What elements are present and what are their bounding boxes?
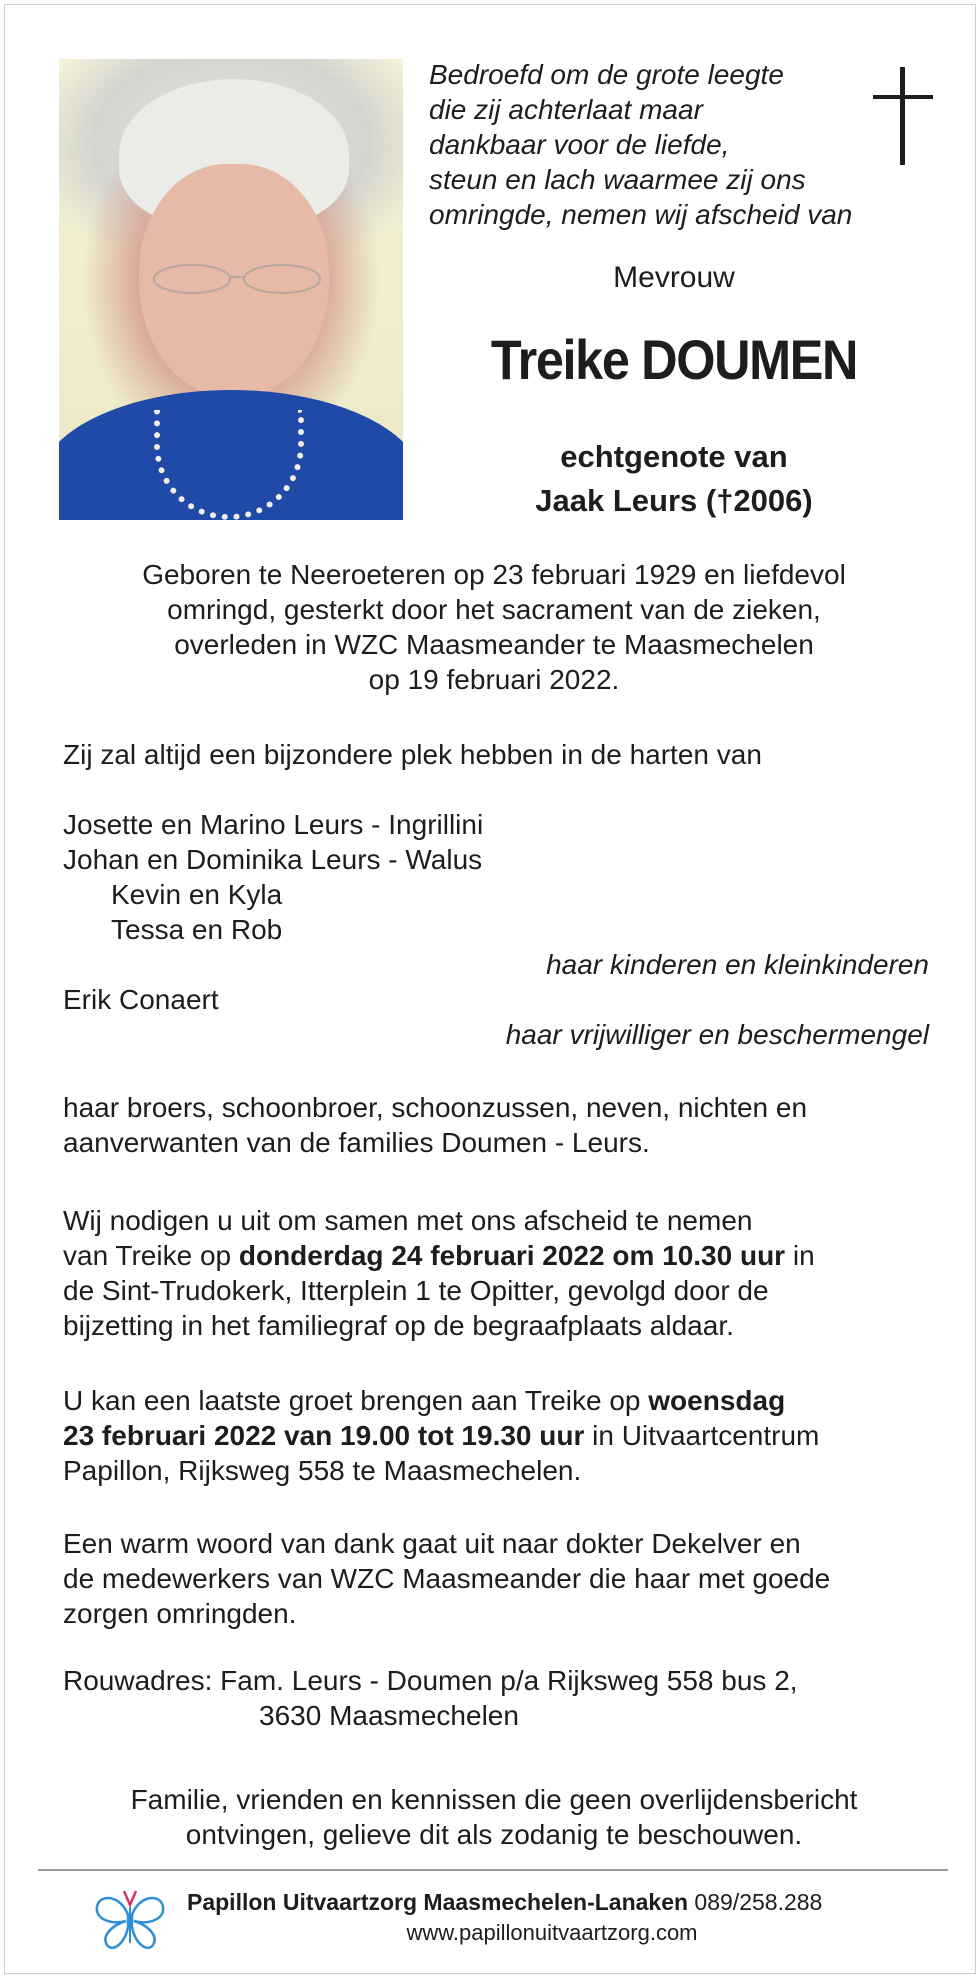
text-span: in Uitvaartcentrum — [584, 1420, 820, 1451]
relatives-text — [63, 1090, 807, 1160]
hearts-intro: Zij zal altijd een bijzondere plek hebben in de harten van — [63, 739, 762, 770]
spouse-name: Jaak Leurs (†2006) — [535, 483, 813, 518]
obituary-card — [4, 4, 976, 1974]
child-entry: Johan en Dominika Leurs - Walus — [63, 844, 483, 875]
text-line: ontvingen, gelieve dit als zodanig te beschouwen. — [185, 1819, 803, 1850]
text-line: Geboren te Neeroeteren op 23 februari 1929 en liefdevol — [142, 559, 846, 590]
text-span: in — [785, 1240, 815, 1271]
text-line: Familie, vrienden en kennissen die geen overlijdensbericht — [130, 1784, 858, 1815]
poem-line: steun en lach waarmee zij ons — [429, 164, 806, 195]
footer-divider — [38, 1869, 948, 1871]
poem-line: die zij achterlaat maar — [429, 94, 703, 125]
mourning-address — [63, 1663, 798, 1733]
text-line — [63, 1383, 819, 1418]
text-line: Rouwadres: Fam. Leurs - Doumen p/a Rijksweg 558 bus 2, — [63, 1665, 798, 1696]
visitation-datetime: 23 februari 2022 van 19.00 tot 19.30 uur — [63, 1420, 585, 1451]
text-span: van Treike op — [63, 1240, 239, 1271]
text-line: overleden in WZC Maasmeander te Maasmechelen — [174, 629, 814, 660]
text-line: 3630 Maasmechelen — [259, 1700, 519, 1731]
spouse-label: echtgenote van — [560, 439, 788, 474]
poem-line: omringde, nemen wij afscheid van — [429, 199, 853, 230]
text-line: de Sint-Trudokerk, Itterplein 1 te Opitter, gevolgd door de — [63, 1275, 769, 1306]
funeral-datetime: donderdag 24 februari 2022 om 10.30 uur — [238, 1240, 786, 1271]
glasses-icon — [147, 259, 327, 299]
grandchild-entry: Kevin en Kyla — [111, 879, 283, 910]
volunteer-entry: Erik Conaert — [63, 984, 219, 1015]
text-span: U kan een laatste groet brengen aan Treike op — [63, 1385, 649, 1416]
closing-note — [59, 1782, 929, 1852]
text-line: de medewerkers van WZC Maasmeander die haar met goede — [63, 1563, 831, 1594]
poem-line: dankbaar voor de liefde, — [429, 129, 730, 160]
child-entry: Josette en Marino Leurs - Ingrillini — [63, 809, 484, 840]
text-line: Papillon, Rijksweg 558 te Maasmechelen. — [63, 1455, 582, 1486]
company-phone: 089/258.288 — [688, 1889, 823, 1915]
text-line — [63, 1418, 819, 1453]
text-line: haar broers, schoonbroer, schoonzussen, neven, nichten en — [63, 1092, 808, 1123]
company-line — [187, 1889, 917, 1916]
portrait-photo — [59, 59, 403, 520]
cross-icon — [873, 67, 933, 165]
company-website[interactable]: www.papillonuitvaartzorg.com — [406, 1920, 698, 1945]
text-line: Een warm woord van dank gaat uit naar dokter Dekelver en — [63, 1528, 801, 1559]
volunteer-role-label: haar vrijwilliger en beschermengel — [505, 1019, 929, 1050]
funeral-invitation — [63, 1203, 815, 1343]
text-line: zorgen omringden. — [63, 1598, 297, 1629]
thanks-text — [63, 1526, 830, 1631]
children-role-label: haar kinderen en kleinkinderen — [546, 949, 929, 980]
honorific: Mevrouw — [613, 261, 735, 294]
text-line: bijzetting in het familiegraf op de begraafplaats aldaar. — [63, 1310, 734, 1341]
butterfly-logo-icon — [91, 1885, 169, 1955]
birth-death-text — [59, 557, 929, 697]
company-name: Papillon Uitvaartzorg Maasmechelen-Lanaken — [187, 1889, 689, 1915]
deceased-name: Treike DOUMEN — [490, 328, 858, 391]
text-line: aanverwanten van de families Doumen - Leurs. — [63, 1127, 650, 1158]
text-line — [63, 1238, 815, 1273]
visitation-text — [63, 1383, 819, 1488]
visitation-day: woensdag — [648, 1385, 786, 1416]
text-line: Wij nodigen u uit om samen met ons afscheid te nemen — [63, 1205, 753, 1236]
family-list — [63, 807, 929, 1052]
text-line: omringd, gesterkt door het sacrament van de zieken, — [167, 594, 821, 625]
grandchild-entry: Tessa en Rob — [111, 914, 283, 945]
poem-line: Bedroefd om de grote leegte — [429, 59, 784, 90]
poem — [429, 57, 909, 232]
text-line: op 19 februari 2022. — [368, 664, 620, 695]
